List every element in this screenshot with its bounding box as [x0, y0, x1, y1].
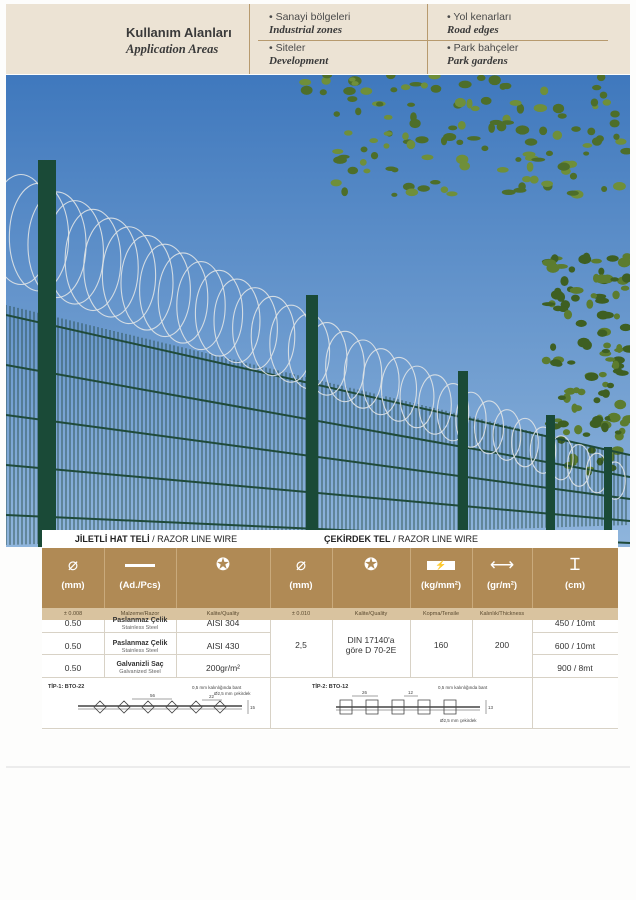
leaf	[573, 387, 580, 393]
leaf	[539, 126, 547, 135]
leaf	[344, 130, 352, 135]
caption-cell: ± 0.008	[63, 611, 83, 617]
cell-thickness: 0.50	[64, 641, 82, 651]
leaf	[458, 121, 466, 130]
leaf	[612, 291, 619, 300]
leaf	[592, 137, 602, 146]
leaf	[417, 185, 429, 191]
leaf	[599, 372, 607, 377]
area-label-en: Road edges	[447, 24, 499, 36]
application-areas-header	[6, 4, 630, 74]
leaf	[489, 75, 501, 85]
leaf	[383, 143, 389, 148]
section-title-rest: / RAZOR LINE WIRE	[149, 534, 238, 544]
material-en: Stainless Steel	[121, 625, 159, 631]
leaf	[361, 146, 368, 152]
leaf	[518, 182, 525, 191]
leaf	[527, 162, 534, 172]
leaf	[410, 82, 423, 86]
leaf	[481, 97, 492, 105]
leaf	[502, 83, 512, 89]
leaf	[338, 155, 350, 159]
leaf	[576, 320, 587, 327]
leaf	[602, 349, 610, 353]
section-title-rest: / RAZOR LINE WIRE	[390, 534, 479, 544]
leaf	[390, 87, 397, 92]
section-title-bold: ÇEKİRDEK TEL	[323, 534, 391, 544]
leaf	[343, 87, 356, 95]
leaf	[363, 169, 370, 174]
fence-illustration	[6, 75, 630, 547]
leaf	[615, 430, 622, 434]
leaf	[612, 360, 619, 369]
leaf	[601, 422, 609, 432]
leaf	[510, 100, 522, 106]
leaf	[355, 108, 361, 116]
diagram-label: TİP-2: BTO-12	[312, 684, 349, 690]
leaf	[603, 99, 611, 105]
header-title-block	[12, 4, 248, 74]
leaf	[553, 104, 564, 114]
leaf	[570, 173, 577, 180]
area-label-tr: • Siteler	[269, 42, 306, 54]
leaf	[591, 293, 597, 298]
dim-pitch: 56	[150, 693, 156, 698]
leaf	[580, 255, 586, 262]
area-label-tr: • Sanayi bölgeleri	[269, 11, 351, 23]
leaf	[371, 152, 378, 159]
fence-post	[306, 295, 318, 547]
leaf	[585, 373, 598, 381]
leaf	[542, 302, 555, 306]
leaf	[515, 157, 521, 162]
cell-quality: AISI 304	[206, 618, 240, 628]
leaf	[598, 268, 604, 275]
area-label-en: Development	[269, 55, 329, 67]
leaf	[360, 159, 367, 166]
leaf	[567, 360, 575, 364]
leaf	[597, 311, 609, 320]
area-road	[447, 11, 511, 36]
leaf	[459, 81, 472, 89]
leaf	[448, 125, 457, 130]
leaf	[502, 189, 516, 195]
section-title-bold: JİLETLİ HAT TELİ	[74, 534, 150, 544]
caption-cell: ± 0.010	[291, 611, 311, 617]
leaf	[516, 125, 530, 134]
leaf	[573, 405, 582, 411]
leaf	[391, 167, 398, 172]
leaf	[571, 295, 580, 302]
leaf	[430, 180, 441, 185]
band-note: 0,5 mm kalınlığında bant	[438, 685, 488, 690]
leaf	[421, 155, 433, 161]
leaf	[301, 86, 313, 95]
leaf	[591, 98, 598, 106]
leaf	[614, 400, 626, 409]
leaf	[441, 186, 449, 193]
leaf	[530, 176, 539, 184]
leaf	[621, 286, 629, 291]
band-note: 0,5 mm kalınlığında bant	[192, 685, 242, 690]
area-park	[447, 42, 518, 67]
leaf	[613, 368, 623, 373]
leaf	[613, 182, 626, 190]
leaf	[569, 266, 575, 272]
leaf	[401, 84, 410, 90]
header-divider	[258, 40, 608, 41]
material-tr: Galvanizli Saç	[116, 661, 164, 668]
leaf	[563, 429, 570, 435]
header-title-tr: Kullanım Alanları	[126, 25, 232, 40]
leaf	[384, 131, 393, 136]
page-divider	[6, 766, 630, 768]
leaf	[558, 395, 566, 400]
razor-wire-fence-photo	[6, 75, 630, 547]
leaf	[582, 143, 592, 148]
header-divider	[427, 4, 428, 74]
leaf	[320, 89, 327, 95]
material-en: Galvanized Steel	[119, 669, 161, 675]
leaf	[471, 106, 480, 111]
dim-blade: 12	[408, 690, 414, 695]
unit-label: (Ad./Pcs)	[119, 580, 161, 591]
cell-length: 450 / 10mt	[554, 618, 596, 628]
leaf	[558, 163, 570, 171]
leaf	[459, 162, 470, 171]
leaf	[481, 146, 488, 152]
leaf	[564, 389, 571, 393]
leaf	[415, 136, 428, 143]
leaf	[610, 111, 620, 118]
leaf	[613, 134, 619, 140]
area-industrial	[269, 11, 350, 36]
leaf	[571, 126, 581, 132]
cell-length: 600 / 10mt	[554, 641, 596, 651]
core-quality-line2: göre D 70-2E	[345, 645, 397, 655]
leaf	[597, 329, 607, 336]
leaf	[607, 383, 614, 389]
leaf	[592, 416, 603, 423]
area-development	[269, 42, 328, 67]
unit-label: (gr/m²)	[486, 580, 518, 591]
leaf	[567, 191, 579, 196]
leaf	[583, 432, 591, 436]
cell-length: 900 / 8mt	[557, 663, 593, 673]
leaf	[564, 310, 572, 319]
dim-height: 13	[488, 705, 494, 710]
dim-height: 15	[250, 705, 256, 710]
quality-badge-icon: ✪	[215, 555, 231, 574]
leaf	[601, 186, 607, 192]
leaf	[534, 104, 547, 112]
leaf	[560, 276, 568, 286]
core-note: Ø2,5 mm çekirdek	[440, 718, 477, 723]
leaf	[614, 348, 623, 352]
leaf	[409, 119, 420, 128]
leaf	[558, 420, 569, 427]
leaf	[540, 87, 548, 96]
cell-quality: AISI 430	[206, 641, 240, 651]
leaf	[586, 300, 593, 309]
leaf	[334, 111, 340, 117]
area-label-tr: • Park bahçeler	[447, 42, 519, 54]
leaf	[546, 151, 553, 156]
leaf	[593, 397, 600, 403]
diameter-icon: ⌀	[295, 555, 307, 574]
leaf	[603, 343, 611, 349]
cell-tensile: 160	[433, 640, 449, 650]
leaf	[455, 98, 466, 107]
leaf	[376, 102, 383, 107]
leaf	[446, 191, 457, 196]
leaf	[407, 103, 415, 107]
area-label-en: Park gardens	[447, 55, 508, 67]
leaf	[431, 85, 442, 93]
leaf	[598, 390, 609, 396]
fence-post	[38, 160, 56, 547]
leaf	[542, 357, 551, 364]
leaf	[421, 82, 428, 88]
diameter-icon: ⌀	[67, 555, 79, 574]
caption-cell: Kalite/Quality	[206, 611, 240, 617]
caption-cell: Kalite/Quality	[354, 611, 388, 617]
area-label-tr: • Yol kenarları	[447, 11, 512, 23]
height-icon: Ɪ	[570, 555, 580, 574]
leaf	[332, 149, 343, 154]
leaf	[558, 113, 567, 118]
core-note: Ø2,5 mm çekirdek	[214, 691, 251, 696]
leaf	[550, 359, 561, 366]
header-divider	[249, 4, 250, 74]
leaf	[610, 413, 616, 421]
leaf	[607, 255, 619, 261]
unit-label: (cm)	[564, 580, 586, 591]
cell-coating: 200	[494, 640, 510, 650]
leaf	[351, 81, 358, 86]
width-arrows-icon: ⟷	[489, 555, 515, 574]
leaf	[610, 277, 618, 281]
material-en: Stainless Steel	[121, 648, 159, 654]
leaf	[583, 151, 589, 155]
leaf	[360, 87, 372, 95]
dim-pitch: 26	[362, 690, 368, 695]
leaf	[592, 85, 601, 90]
leaf	[348, 167, 359, 175]
cell-thickness: 0.50	[64, 663, 82, 673]
leaf	[546, 263, 559, 273]
leaf	[299, 79, 311, 86]
leaf	[574, 425, 582, 434]
leaf	[553, 131, 563, 140]
leaf	[331, 179, 342, 186]
leaf	[501, 120, 514, 125]
leaf	[497, 167, 509, 173]
unit-label: (mm)	[61, 580, 85, 591]
caption-cell: Kalınlık/Thickness	[479, 611, 525, 617]
leaf	[605, 357, 615, 361]
fence-post	[546, 415, 555, 547]
dim-blade: 22	[209, 694, 215, 699]
leaf	[614, 313, 620, 319]
leaf	[525, 138, 538, 145]
leaf	[341, 187, 348, 196]
header-title-en: Application Areas	[126, 42, 219, 56]
unit-label: (mm)	[289, 580, 313, 591]
tensile-icon: ⚡	[410, 554, 472, 576]
leaf	[591, 259, 602, 264]
leaf	[550, 343, 556, 350]
diagram-label: TİP-1: BTO-22	[48, 684, 85, 690]
leaf	[541, 181, 553, 187]
caption-cell: Kopma/Tensile	[422, 611, 460, 617]
core-quality-line1: DIN 17140'a	[347, 635, 395, 645]
leaf	[477, 75, 486, 81]
leaf	[391, 193, 397, 197]
material-tr: Paslanmaz Çelik	[112, 640, 168, 647]
leaf	[610, 120, 620, 128]
leaf	[369, 138, 378, 143]
leaf	[402, 132, 409, 140]
leaf	[587, 128, 595, 136]
cell-thickness: 0.50	[64, 618, 82, 628]
leaf	[570, 287, 584, 294]
cell-quality: 200gr/m²	[205, 663, 240, 673]
leaf	[349, 77, 356, 81]
leaf	[595, 298, 609, 304]
quality-badge-icon: ✪	[363, 555, 379, 574]
leaf	[467, 99, 473, 109]
leaf	[577, 338, 590, 348]
material-tr: Paslanmaz Çelik	[112, 617, 168, 624]
cell-core-diameter: 2,5	[295, 640, 307, 650]
unit-label: (kg/mm²)	[420, 580, 462, 591]
leaf	[531, 158, 545, 162]
leaf	[384, 115, 393, 120]
leaf	[441, 137, 447, 146]
leaf	[595, 274, 609, 283]
leaf	[406, 188, 419, 196]
leaf	[554, 288, 561, 295]
leaf	[600, 92, 607, 99]
leaf	[407, 140, 416, 149]
caption-cell: Malzeme/Razor	[120, 611, 160, 617]
table-row-3-layer	[42, 530, 618, 730]
leaf	[347, 96, 357, 102]
area-label-en: Industrial zones	[269, 24, 343, 36]
leaf	[467, 136, 481, 141]
leaf	[456, 140, 463, 145]
fence-post	[458, 371, 468, 547]
